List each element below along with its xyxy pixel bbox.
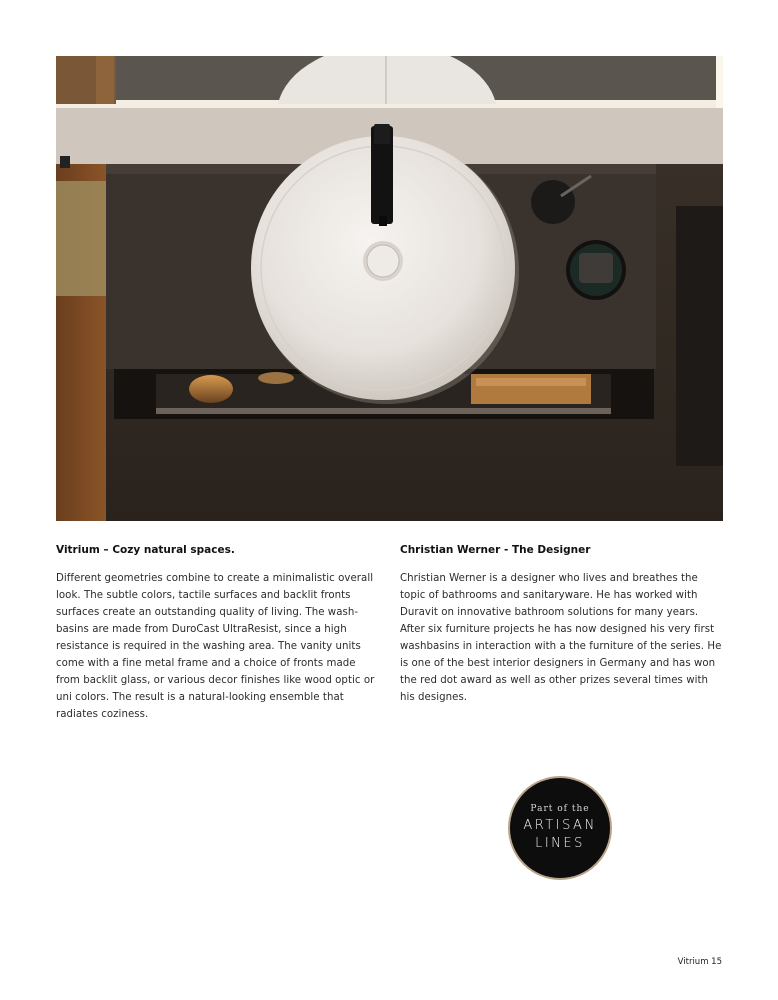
section-body: Different geometries combine to create a minimalistic overall look. The subtle colors, tactile surfaces and backlit fronts surfaces create an outstanding quality of living. The wash-basins are made from DuroCast UltraResist, since a high resistance is required in the washing area. The vanity units come with a fine metal frame and a choice of fronts made from backlit glass, or various decor finishes like wood optic or uni colors. The result is a natural-looking ensemble that radiates coziness. [56, 573, 375, 720]
artisan-lines-badge [510, 778, 610, 878]
badge-title-line-1: ARTISAN [523, 817, 597, 833]
washbasin-illustration [56, 56, 723, 521]
badge-tagline: Part of the [530, 803, 590, 814]
designer-column [400, 542, 722, 706]
page-number: Vitrium 15 [677, 957, 722, 967]
badge-title-line-2: LINES [535, 835, 585, 851]
intro-column [56, 542, 378, 723]
section-heading: Vitrium – Cozy natural spaces. [56, 544, 235, 556]
designer-body: Christian Werner is a designer who lives and breathes the topic of bathrooms and sanitaryware. He has worked with Duravit on innovative bathroom solutions for many years. After six furniture projects he has now designed his very first washbasins in interaction with a the furniture of the series. He is one of the best interior designers in Germany and has won the red dot award as well as other prizes several times with his designes. [400, 573, 722, 703]
product-photo [56, 56, 723, 521]
designer-heading: Christian Werner - The Designer [400, 544, 591, 556]
